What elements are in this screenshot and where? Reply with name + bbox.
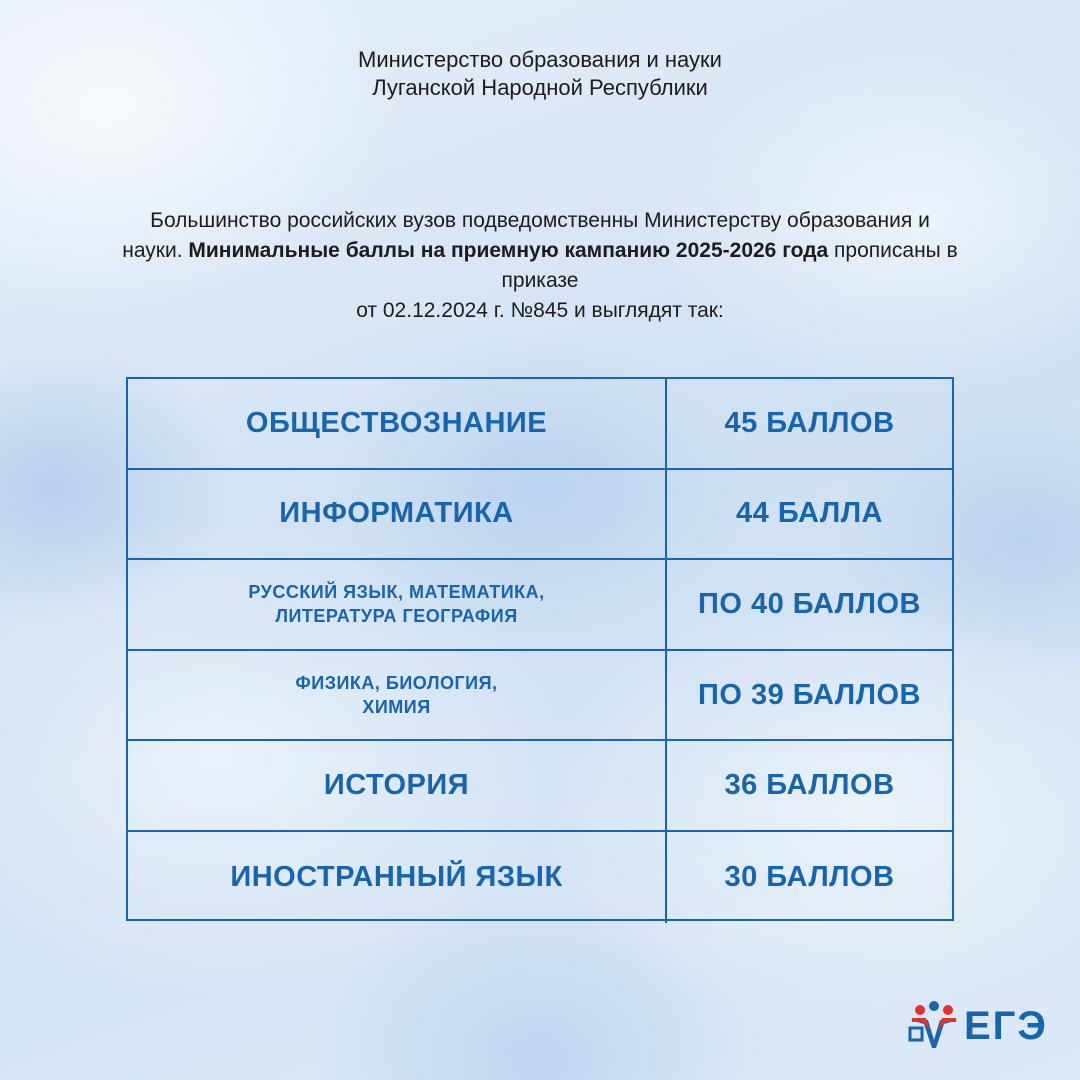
subject-cell: ИСТОРИЯ xyxy=(128,741,667,830)
ege-logo-icon xyxy=(906,998,962,1054)
table-row xyxy=(128,560,952,651)
intro-bold-text: Минимальные баллы на приемную кампанию 2025-2026 года xyxy=(188,239,829,262)
score-cell: ПО 39 БАЛЛОВ xyxy=(697,678,921,711)
ministry-header xyxy=(0,46,1080,102)
subject-cell: ИНФОРМАТИКА xyxy=(128,470,667,559)
subject-line-2: ЛИТЕРАТУРА ГЕОГРАФИЯ xyxy=(275,606,518,627)
subject-cell xyxy=(128,560,667,649)
intro-paragraph xyxy=(120,206,960,326)
score-cell: 45 БАЛЛОВ xyxy=(724,406,895,439)
min-scores-table xyxy=(126,377,954,921)
score-cell: 30 БАЛЛОВ xyxy=(724,860,895,893)
table-row xyxy=(128,651,952,742)
score-cell: ПО 40 БАЛЛОВ xyxy=(697,587,921,620)
score-cell: 36 БАЛЛОВ xyxy=(724,769,895,802)
subject-cell: ОБЩЕСТВОЗНАНИЕ xyxy=(128,379,667,468)
ege-logo-text: ЕГЭ xyxy=(964,1004,1048,1048)
subject-cell xyxy=(128,651,667,740)
intro-text-1: Большинство российских вузов подведомственны Министерству образования и науки. xyxy=(122,209,930,262)
ministry-line-1: Министерство образования и науки xyxy=(358,47,722,72)
table-row xyxy=(128,470,952,561)
table-row xyxy=(128,832,952,923)
table-row xyxy=(128,379,952,470)
subject-line-1: РУССКИЙ ЯЗЫК, МАТЕМАТИКА, xyxy=(248,582,545,603)
intro-text-2: прописаны в приказе xyxy=(501,239,958,292)
ege-logo xyxy=(906,996,1056,1056)
subject-line-2: ХИМИЯ xyxy=(362,697,431,718)
table-row xyxy=(128,741,952,832)
subject-line-1: ФИЗИКА, БИОЛОГИЯ, xyxy=(295,673,498,694)
ministry-line-2: Луганской Народной Республики xyxy=(372,75,708,100)
score-cell: 44 БАЛЛА xyxy=(736,497,883,530)
subject-cell: ИНОСТРАННЫЙ ЯЗЫК xyxy=(128,832,667,923)
intro-text-3: от 02.12.2024 г. №845 и выглядят так: xyxy=(356,299,724,322)
